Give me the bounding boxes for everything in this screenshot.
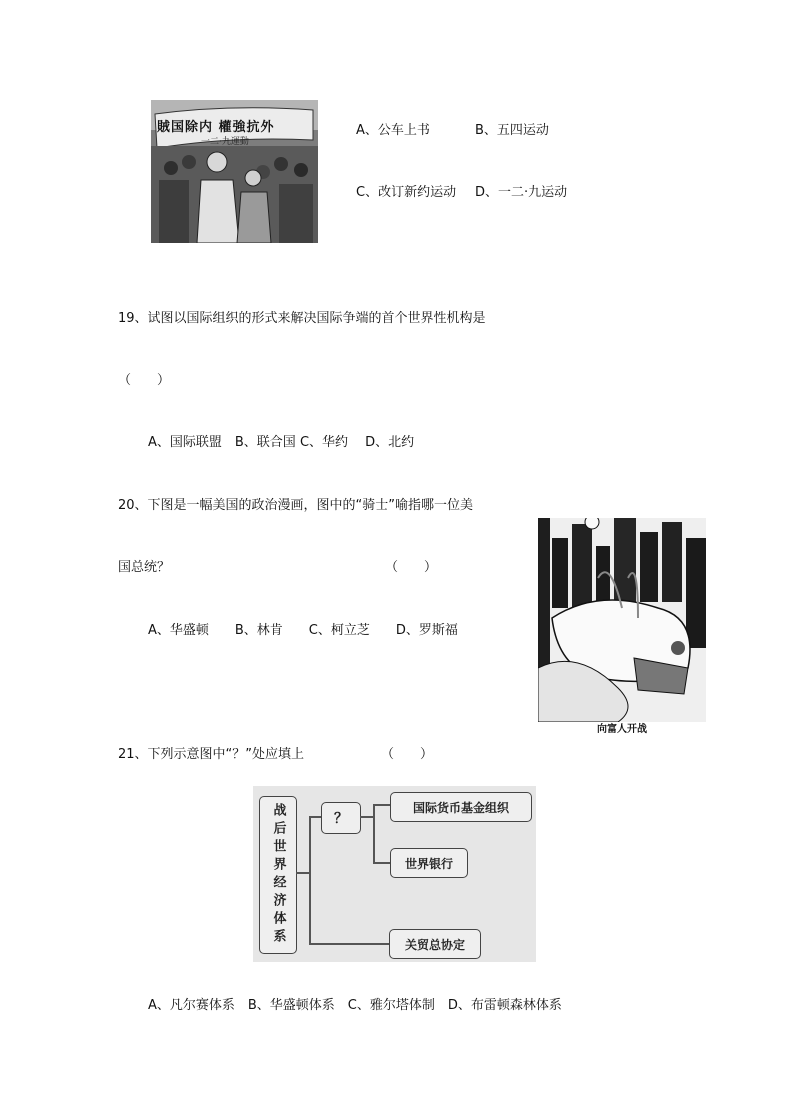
q20-options: A、华盛顿 B、林肯 C、柯立芝 D、罗斯福 [148,623,458,638]
diagram-branch-gatt-label: 关贸总协定 [404,937,465,952]
diagram-root-label: 战后世界经济体系 [270,803,286,947]
q18-option-c: C、改订新约运动 [356,185,457,200]
q21-stem: 21、下列示意图中“？”处应填上 [118,747,305,762]
diagram-branch-imf [390,792,532,822]
diagram-branch-worldbank-label: 世界银行 [404,856,453,871]
diagram-branch-gatt [389,929,481,959]
q20-stem-line2: 国总统？ [118,560,171,575]
diagram-question-box [321,802,361,834]
q18-option-b: B、五四运动 [475,123,549,138]
diagram-connector [373,862,391,864]
political-cartoon-art [538,518,706,722]
diagram-connector [296,872,310,874]
diagram-question-mark: ？ [334,811,348,827]
political-cartoon [538,518,706,722]
diagram-connector [373,804,391,806]
diagram-branch-worldbank [390,848,468,878]
protest-banner-text: 賊国除内 權強抗外 [157,120,275,135]
protest-illustration [151,100,318,243]
diagram-connector [309,816,311,944]
diagram-connector [309,943,389,945]
diagram-root-box [259,796,297,954]
q18-option-d: D、一二·九运动 [475,185,568,200]
q19-stem: 19、试图以国际组织的形式来解决国际争端的首个世界性机构是 [118,311,486,326]
q20-stem-line1: 20、下图是一幅美国的政治漫画，图中的“骑士”喻指哪一位美 [118,498,474,513]
q18-option-a: A、公车上书 [356,123,430,138]
protest-banner-subtext: 一二·九運動 [201,137,249,147]
q19-options: A、国际联盟 B、联合国 C、华约 D、北约 [148,435,415,450]
q19-answer-paren: （ ） [118,373,171,388]
diagram-connector [360,816,374,818]
economic-system-diagram [253,786,536,962]
diagram-connector [373,804,375,864]
q21-answer-paren: （ ） [381,747,434,762]
diagram-connector [309,816,321,818]
q21-options: A、凡尔赛体系 B、华盛顿体系 C、雅尔塔体制 D、布雷顿森林体系 [148,998,562,1013]
q20-answer-paren: （ ） [385,560,438,575]
diagram-branch-imf-label: 国际货币基金组织 [412,800,509,815]
cartoon-caption: 向富人开战 [538,722,706,738]
